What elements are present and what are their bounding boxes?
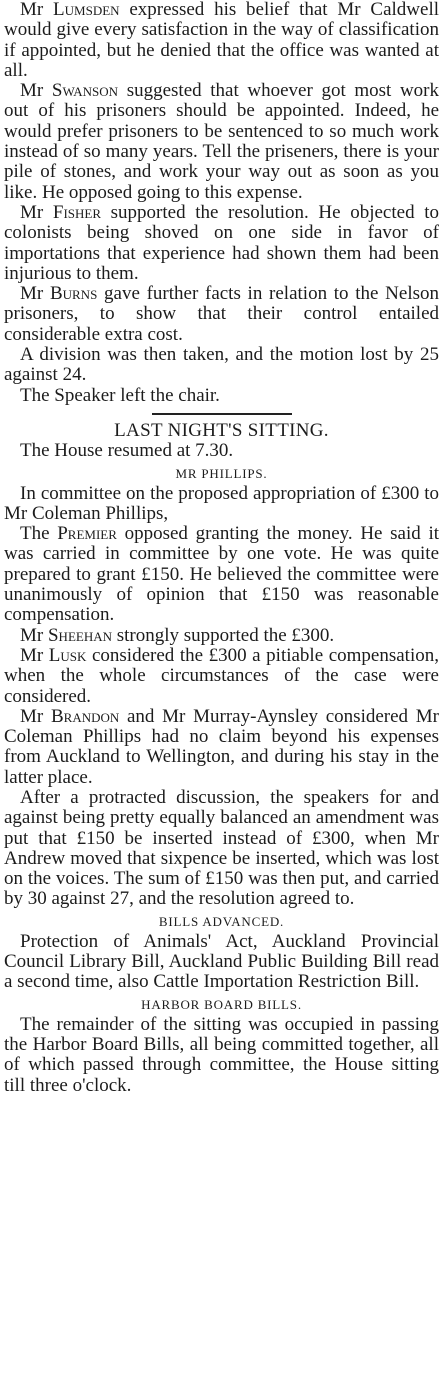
- title-word: Mr: [20, 624, 44, 646]
- title-word: Mr: [20, 705, 44, 727]
- paragraph-burns: [4, 284, 439, 345]
- paragraph-swanson: [4, 81, 439, 203]
- speaker-name: Premier: [57, 523, 117, 545]
- paragraph-text: A division was then taken, and the motion lost by 25 against 24.: [4, 344, 439, 386]
- paragraph-text: and Mr Murray-Aynsley considered Mr Coleman Phillips had no claim beyond his expenses from Auckland to Wellington, and during his stay in the latter place.: [4, 705, 439, 788]
- subhead-bills: BILLS ADVANCED.: [158, 913, 285, 929]
- paragraph-text: supported the resolution. He objected to colonists being shoved on one side in favor of importations that experience had shown them had been injurious to them.: [4, 201, 439, 284]
- speaker-name: Lusk: [48, 644, 87, 666]
- speaker-name: Lumsden: [53, 0, 120, 20]
- paragraph-text: opposed granting the money. He said it was carried in committee by one vote. He was quite prepared to grant £150. He believed the committee were unanimously of opinion that £150 was reasonable compensation.: [4, 523, 439, 626]
- paragraph-bills: Protection of Animals' Act, Auckland Provincial Council Library Bill, Auckland Public Building Bill read a second time, also Cattle Importation Restriction Bill.: [4, 930, 439, 993]
- speaker-name: Swanson: [51, 80, 119, 102]
- paragraph-text: In committee on the proposed appropriation of £300 to Mr Coleman Phillips,: [4, 482, 439, 524]
- paragraph-resumed: The House resumed at 7.30.: [20, 440, 234, 462]
- paragraph-sheehan: [4, 626, 439, 646]
- paragraph-text: expressed his belief that Mr Caldwell would give every satisfaction in the way of classification if appointed, but he denied that the office was wanted at all.: [4, 0, 440, 81]
- speaker-name: Fisher: [52, 201, 102, 223]
- paragraph-speaker-left: [4, 386, 439, 406]
- section-headline: LAST NIGHT'S SITTING.: [114, 419, 329, 441]
- newspaper-column: [4, 0, 439, 1096]
- paragraph-fisher: [4, 203, 439, 284]
- paragraph-text: After a protracted discussion, the speakers for and against being pretty equally balanced an amendment was put that £150 be inserted instead of £300, when Mr Andrew moved that sixpence be inserted, which was lost on the voices. The sum of £150 was then put, and carried by 30 against 27, and the resolution agreed to.: [4, 786, 439, 910]
- paragraph-lusk: [4, 646, 439, 707]
- speaker-name: Burns: [49, 283, 98, 305]
- speaker-name: Brandon: [50, 705, 120, 727]
- paragraph-discussion: [4, 788, 439, 910]
- speaker-name: Sheehan: [47, 624, 112, 646]
- paragraph-text: The Speaker left the chair.: [20, 384, 220, 406]
- subhead-phillips: MR PHILLIPS.: [175, 465, 268, 481]
- title-word: Mr: [20, 0, 44, 20]
- title-word: The: [20, 523, 50, 545]
- paragraph-text: suggested that whoever got most work out of his prisoners should be appointed. Indeed, he would prefer prisoners to be sentenced to so much work instead of so many years. Tell the priseners, there is your pile of stones, and work your way out as soon as you like. He opposed going to this expense.: [4, 80, 439, 203]
- paragraph-brandon: [4, 707, 439, 788]
- title-word: Mr: [20, 283, 44, 305]
- paragraph-committee: [4, 484, 439, 525]
- paragraph-text: strongly supported the £300.: [112, 624, 335, 646]
- paragraph-text: considered the £300 a pitiable compensation, when the whole circumstances of the case were considered.: [4, 644, 439, 707]
- title-word: Mr: [20, 201, 44, 223]
- section-divider: [152, 413, 292, 415]
- paragraph-division: [4, 345, 439, 386]
- title-word: Mr: [20, 80, 44, 102]
- subhead-harbor: HARBOR BOARD BILLS.: [141, 996, 302, 1012]
- paragraph-lumsden: [4, 0, 439, 81]
- paragraph-harbor: The remainder of the sitting was occupied in passing the Harbor Board Bills, all being committed together, all of which passed through committee, the House sitting till three o'clock.: [4, 1013, 439, 1096]
- paragraph-premier: [4, 524, 439, 625]
- paragraph-text: gave further facts in relation to the Nelson prisoners, to show that their control entailed considerable extra cost.: [4, 283, 440, 345]
- title-word: Mr: [20, 644, 44, 666]
